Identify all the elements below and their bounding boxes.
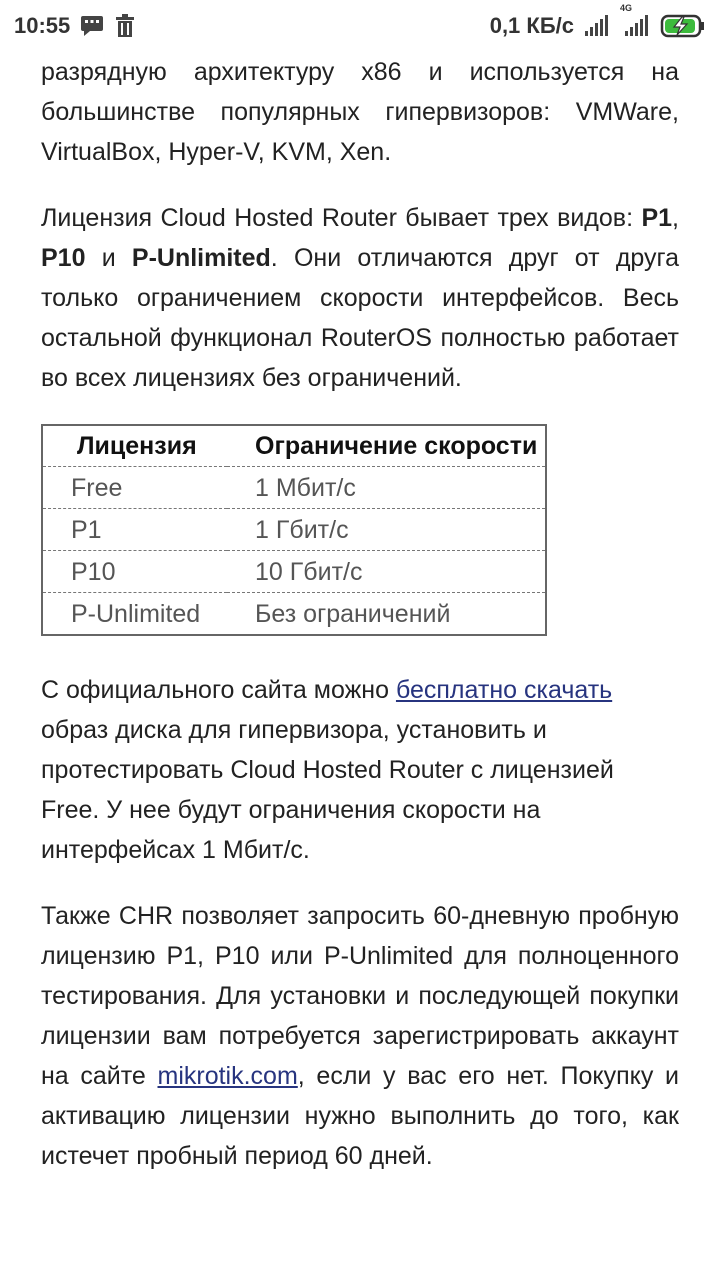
download-link[interactable]: бесплатно скачать [395, 676, 613, 704]
table-header-row [42, 425, 546, 467]
text-trial-suffix: , если у вас его нет. Покупку и активацию лицензии нужно выполнить до того, как истечет пробный период 60 дней. [41, 1062, 679, 1170]
table-header-license: Лицензия [77, 432, 197, 460]
paragraph-hypervisors: разрядную архитектуру x86 и используется на большинстве популярных гипервизоров: VMWare, VirtualBox, Hyper-V, KVM, Xen. [41, 58, 679, 166]
net-speed: 0,1 КБ/с [489, 13, 574, 38]
text-sep1: , [672, 204, 679, 232]
table-row [42, 509, 546, 551]
signal-icon [584, 15, 610, 37]
text-trial-prefix: Также CHR позволяет запросить 60-дневную пробную лицензию P1, P10 или P-Unlimited для полноценного тестирования. Для установки и последующей покупки лицензии вам потребуется зарегистрировать аккаунт на сайте [41, 902, 679, 1090]
bold-p-unlimited: P-Unlimited [131, 244, 271, 272]
table-cell-license: P-Unlimited [42, 593, 227, 636]
status-bar-right [489, 3, 706, 39]
table-cell-speed: 10 Гбит/с [227, 551, 546, 593]
article-content [41, 52, 679, 1202]
clock: 10:55 [14, 13, 71, 38]
table-cell-license: P10 [42, 551, 227, 593]
table-cell-license: P1 [42, 509, 227, 551]
text-download-suffix: образ диска для гипервизора, установить и протестировать Cloud Hosted Router с лицензией Free. У нее будут ограничения скорости на интерфейсах 1 Мбит/с. [41, 716, 614, 864]
message-icon [80, 15, 104, 37]
text-download-prefix: С официального сайта можно [41, 676, 396, 704]
text-sep2: и [85, 244, 132, 272]
table-row [42, 467, 546, 509]
table-cell-speed: 1 Мбит/с [227, 467, 546, 509]
license-table [41, 424, 547, 636]
network-type-label: 4G [620, 3, 633, 13]
table-cell-license: Free [42, 467, 227, 509]
signal-4g-icon [620, 3, 650, 37]
text-license-suffix: . Они отличаются друг от друга только ограничением скорости интерфейсов. Весь остальной функционал RouterOS полностью работает во всех лицензиях без ограничений. [41, 244, 680, 392]
battery-charging-icon [660, 14, 706, 38]
table-row [42, 551, 546, 593]
table-cell-speed: Без ограничений [227, 593, 546, 636]
table-header-speed: Ограничение скорости [255, 432, 538, 460]
text-license-prefix: Лицензия Cloud Hosted Router бывает трех видов: [41, 204, 642, 232]
bold-p1: P1 [641, 204, 673, 232]
bold-p10: P10 [41, 244, 86, 272]
status-bar [0, 0, 720, 52]
paragraph-download [41, 670, 679, 870]
status-bar-left [14, 13, 136, 39]
trash-icon [114, 14, 136, 38]
mikrotik-link[interactable]: mikrotik.com [157, 1062, 298, 1090]
paragraph-trial [41, 896, 679, 1176]
paragraph-license-types [41, 198, 679, 398]
table-row [42, 593, 546, 636]
table-cell-speed: 1 Гбит/с [227, 509, 546, 551]
